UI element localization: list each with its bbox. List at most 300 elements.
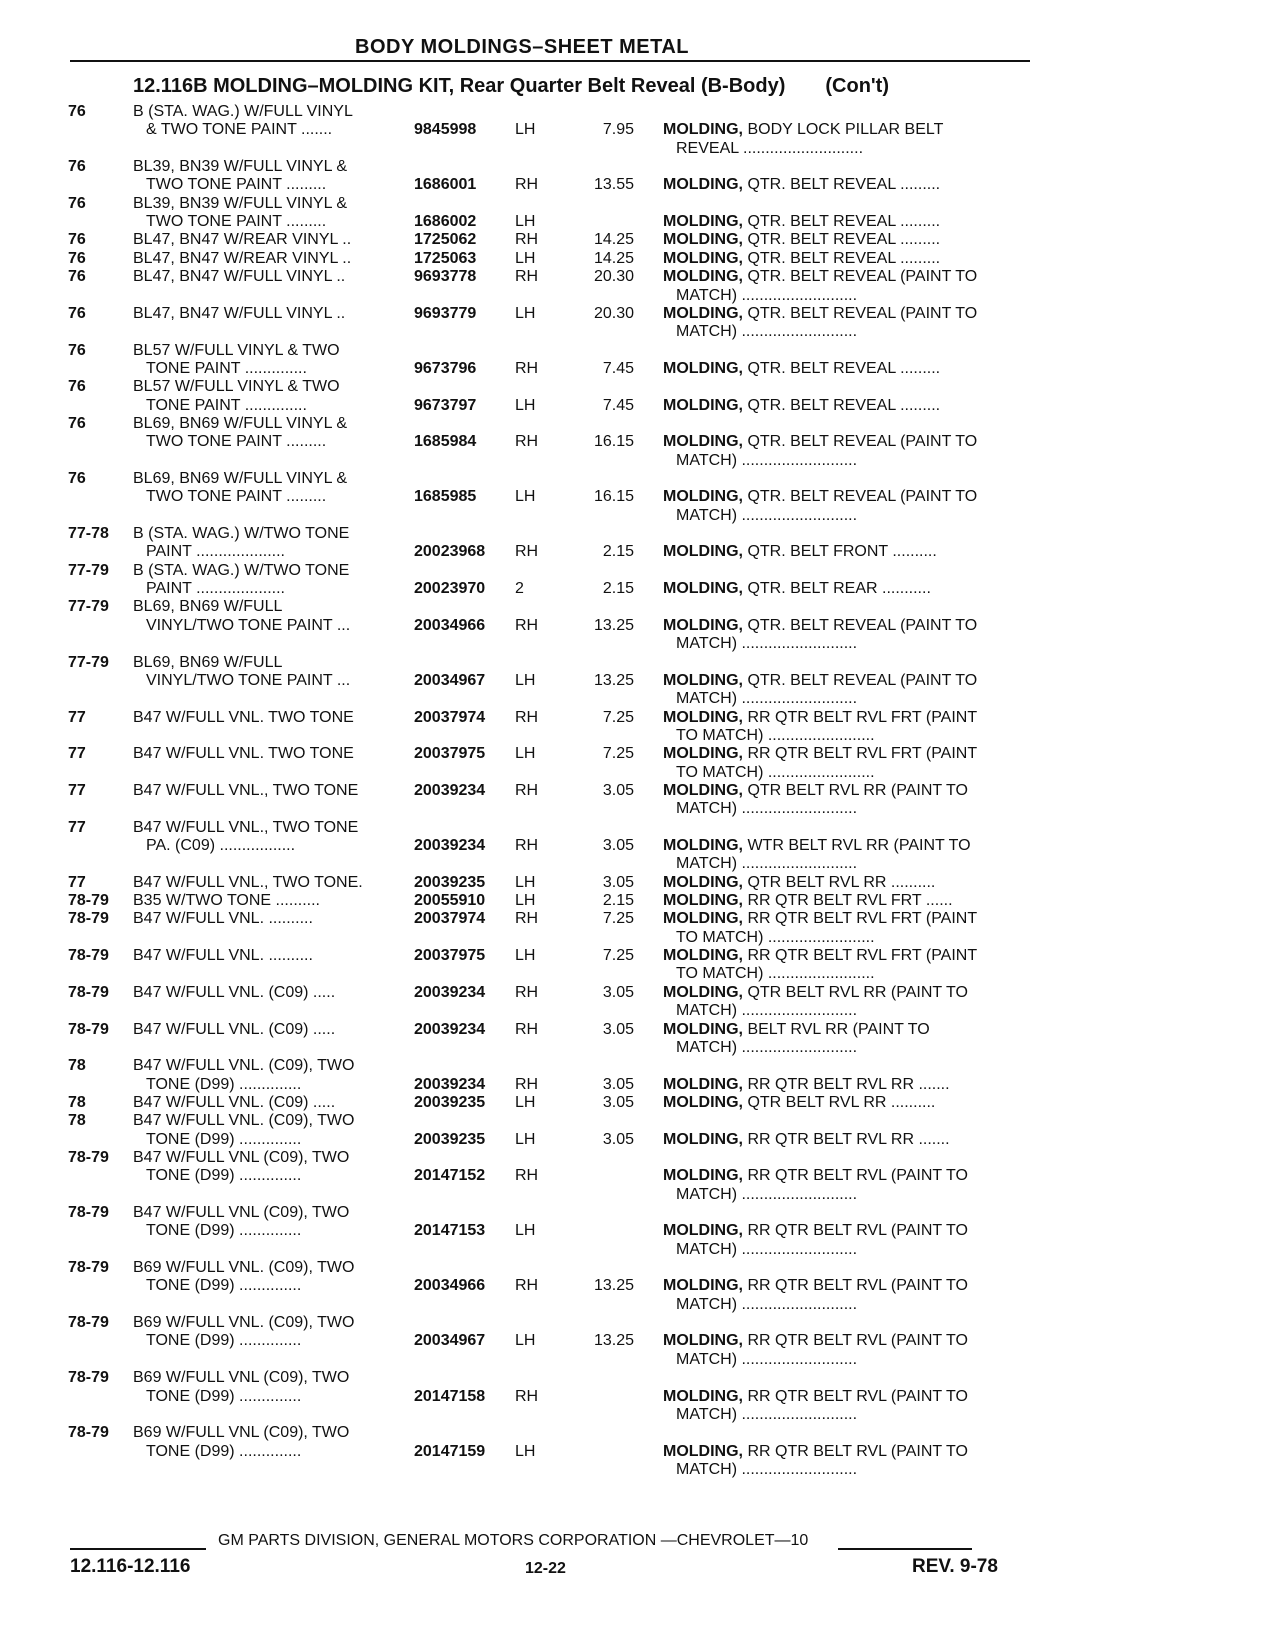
part-name-keyword: MOLDING, — [663, 433, 743, 451]
part-name-keyword: MOLDING, — [663, 543, 743, 561]
application-description: BL69, BN69 W/FULL VINYL & — [133, 414, 348, 432]
parts-row — [0, 1038, 1280, 1058]
list-price: 7.45 — [602, 396, 634, 414]
list-price: 3.05 — [602, 1130, 634, 1148]
section-title — [133, 75, 889, 98]
part-number: 20039235 — [414, 1130, 486, 1148]
parts-row — [0, 286, 1280, 306]
part-number: 20023968 — [414, 543, 486, 561]
part-name — [676, 799, 857, 819]
parts-row — [0, 524, 1280, 544]
application-description: TONE (D99) .............. — [146, 1277, 302, 1295]
parts-row — [0, 818, 1280, 838]
part-name — [676, 964, 875, 984]
model-year: 77 — [68, 873, 86, 891]
model-year: 76 — [68, 231, 86, 249]
parts-row — [0, 506, 1280, 526]
part-name — [676, 1240, 857, 1260]
part-name-keyword: MOLDING, — [663, 176, 743, 194]
part-name-detail: MATCH) .......................... — [676, 1405, 858, 1423]
parts-row — [0, 909, 1280, 929]
model-year: 78-79 — [68, 1369, 109, 1387]
part-name-detail: RR QTR BELT RVL RR ....... — [743, 1130, 950, 1148]
part-name — [663, 909, 977, 929]
model-year: 77-78 — [68, 525, 109, 543]
application-description: TONE (D99) .............. — [146, 1442, 302, 1460]
side: RH — [515, 268, 539, 286]
part-name — [676, 1405, 857, 1425]
parts-row — [0, 396, 1280, 416]
part-name-detail: MATCH) .......................... — [676, 1038, 858, 1056]
part-name-detail: RR QTR BELT RVL (PAINT TO — [743, 1332, 968, 1350]
part-name-detail: QTR. BELT REVEAL (PAINT TO — [743, 616, 978, 634]
part-name-detail: MATCH) .......................... — [676, 1240, 858, 1258]
model-year: 78 — [68, 1093, 86, 1111]
part-name-detail: MATCH) .......................... — [676, 800, 858, 818]
part-number: 20034966 — [414, 616, 486, 634]
part-name — [663, 267, 977, 287]
part-number: 20037974 — [414, 708, 486, 726]
application-description: TONE (D99) .............. — [146, 1167, 302, 1185]
part-name-keyword: MOLDING, — [663, 947, 743, 965]
side: LH — [515, 1332, 536, 1350]
part-name-keyword: MOLDING, — [663, 121, 743, 139]
part-name-keyword: MOLDING, — [663, 983, 743, 1001]
side: LH — [515, 249, 536, 267]
parts-row — [0, 854, 1280, 874]
part-name-keyword: MOLDING, — [663, 249, 743, 267]
side: LH — [515, 1222, 536, 1240]
application-description: TONE (D99) .............. — [146, 1075, 302, 1093]
parts-row — [0, 139, 1280, 159]
parts-row — [0, 726, 1280, 746]
part-name-keyword: MOLDING, — [663, 1277, 743, 1295]
parts-row — [0, 1442, 1280, 1462]
side: RH — [515, 433, 539, 451]
part-name-detail: QTR BELT RVL RR (PAINT TO — [743, 781, 968, 799]
application-description: TONE (D99) .............. — [146, 1222, 302, 1240]
part-name-detail: MATCH) .......................... — [676, 323, 858, 341]
part-number: 20037975 — [414, 745, 486, 763]
part-name-detail: TO MATCH) ........................ — [676, 763, 875, 781]
parts-row — [0, 1020, 1280, 1040]
part-name — [676, 322, 857, 342]
part-name-detail: QTR BELT RVL RR .......... — [743, 1093, 936, 1111]
application-description: B69 W/FULL VNL (C09), TWO — [133, 1369, 350, 1387]
part-name-keyword: MOLDING, — [663, 837, 743, 854]
part-name-detail: RR QTR BELT RVL FRT (PAINT — [743, 910, 978, 928]
part-name-keyword: MOLDING, — [663, 1442, 743, 1460]
application-description: B47 W/FULL VNL. .......... — [133, 910, 313, 928]
part-name-keyword: MOLDING, — [663, 892, 743, 910]
part-name — [663, 212, 940, 232]
part-name-keyword: MOLDING, — [663, 268, 743, 286]
application-description: B69 W/FULL VNL. (C09), TWO — [133, 1314, 355, 1332]
part-name-detail: QTR. BELT REVEAL ......... — [743, 249, 941, 267]
application-description: B47 W/FULL VNL. (C09) ..... — [133, 1093, 336, 1111]
side: RH — [515, 910, 539, 928]
parts-row — [0, 212, 1280, 232]
application-description: TWO TONE PAINT ......... — [146, 213, 327, 231]
part-name — [676, 928, 875, 948]
part-name-keyword: MOLDING, — [663, 1387, 743, 1405]
list-price: 3.05 — [602, 1075, 634, 1093]
part-name-keyword: MOLDING, — [663, 1020, 743, 1038]
part-name-keyword: MOLDING, — [663, 304, 743, 322]
part-name-detail: QTR. BELT REVEAL (PAINT TO — [743, 671, 978, 689]
application-description: PAINT .................... — [146, 543, 285, 561]
side: RH — [515, 983, 539, 1001]
parts-row — [0, 487, 1280, 507]
side: RH — [515, 616, 539, 634]
part-number: 9673797 — [414, 396, 477, 414]
parts-row — [0, 983, 1280, 1003]
application-description: TWO TONE PAINT ......... — [146, 433, 327, 451]
list-price: 13.25 — [593, 671, 634, 689]
part-name — [663, 781, 968, 801]
part-name-keyword: MOLDING, — [663, 1093, 743, 1111]
application-description: B47 W/FULL VNL., TWO TONE. — [133, 873, 363, 891]
list-price: 16.15 — [593, 488, 634, 506]
side: LH — [515, 488, 536, 506]
side: RH — [515, 176, 539, 194]
model-year: 76 — [68, 158, 86, 176]
part-name-keyword: MOLDING, — [663, 781, 743, 799]
parts-row — [0, 1056, 1280, 1076]
parts-row — [0, 304, 1280, 324]
part-name-detail: TO MATCH) ........................ — [676, 726, 875, 744]
part-name-keyword: MOLDING, — [663, 1167, 743, 1185]
part-name — [676, 1185, 857, 1205]
part-number: 20037974 — [414, 910, 486, 928]
part-name-detail: RR QTR BELT RVL FRT ...... — [743, 892, 953, 910]
part-name-detail: QTR. BELT REVEAL (PAINT TO — [743, 304, 978, 322]
section-title-text: 12.116B MOLDING–MOLDING KIT, Rear Quarter Belt Reveal (B-Body) — [133, 75, 786, 97]
application-description: B (STA. WAG.) W/FULL VINYL — [133, 103, 353, 120]
footer-group-range: 12.116-12.116 — [70, 1556, 191, 1577]
part-name-detail: TO MATCH) ........................ — [676, 928, 875, 946]
part-name — [676, 506, 857, 526]
part-name — [663, 396, 940, 416]
side: RH — [515, 708, 539, 726]
parts-row — [0, 799, 1280, 819]
side: RH — [515, 231, 539, 249]
page-header-title: BODY MOLDINGS–SHEET METAL — [355, 36, 690, 58]
application-description: BL47, BN47 W/FULL VINYL .. — [133, 268, 346, 286]
side: LH — [515, 1442, 536, 1460]
parts-row — [0, 341, 1280, 361]
part-name — [663, 432, 977, 452]
part-name — [676, 726, 875, 746]
part-name-detail: MATCH) .......................... — [676, 1295, 858, 1313]
part-name — [676, 1001, 857, 1021]
part-name-keyword: MOLDING, — [663, 580, 743, 598]
part-name-detail: BODY LOCK PILLAR BELT — [743, 121, 944, 139]
parts-row — [0, 1276, 1280, 1296]
parts-row — [0, 1240, 1280, 1260]
model-year: 78-79 — [68, 910, 109, 928]
parts-row — [0, 1148, 1280, 1168]
application-description: B47 W/FULL VNL. (C09), TWO — [133, 1057, 355, 1075]
part-name — [676, 1460, 857, 1480]
part-name — [676, 286, 857, 306]
part-name-detail: RR QTR BELT RVL FRT (PAINT — [743, 745, 978, 763]
side: LH — [515, 396, 536, 414]
parts-row — [0, 836, 1280, 856]
parts-row — [0, 469, 1280, 489]
part-number: 1725063 — [414, 249, 477, 267]
part-number: 20034967 — [414, 1332, 486, 1350]
model-year: 76 — [68, 249, 86, 267]
parts-row — [0, 1203, 1280, 1223]
side: LH — [515, 304, 536, 322]
part-number: 1685985 — [414, 488, 477, 506]
part-number: 20147153 — [414, 1222, 486, 1240]
list-price: 16.15 — [593, 433, 634, 451]
model-year: 78-79 — [68, 1259, 109, 1277]
side: RH — [515, 1277, 539, 1295]
part-name-detail: QTR BELT RVL RR .......... — [743, 873, 936, 891]
list-price: 20.30 — [593, 304, 634, 322]
part-number: 1686002 — [414, 213, 477, 231]
parts-row — [0, 1130, 1280, 1150]
part-name — [663, 1442, 968, 1462]
part-name-detail: TO MATCH) ........................ — [676, 965, 875, 983]
model-year: 77-79 — [68, 653, 109, 671]
side: LH — [515, 873, 536, 891]
part-name — [663, 1221, 968, 1241]
part-name — [663, 708, 977, 728]
model-year: 77-79 — [68, 561, 109, 579]
side: RH — [515, 1387, 539, 1405]
part-name — [663, 1020, 930, 1040]
part-name-detail: BELT RVL RR (PAINT TO — [743, 1020, 930, 1038]
parts-row — [0, 781, 1280, 801]
list-price: 7.45 — [602, 359, 634, 377]
list-price: 2.15 — [602, 580, 634, 598]
part-number: 9845998 — [414, 121, 477, 139]
application-description: B47 W/FULL VNL (C09), TWO — [133, 1204, 350, 1221]
parts-row — [0, 1331, 1280, 1351]
part-name-keyword: MOLDING, — [663, 671, 743, 689]
application-description: B (STA. WAG.) W/TWO TONE — [133, 525, 350, 543]
application-description: B47 W/FULL VNL. (C09) ..... — [133, 983, 336, 1001]
side: RH — [515, 543, 539, 561]
model-year: 78-79 — [68, 1204, 109, 1221]
part-name-keyword: MOLDING, — [663, 708, 743, 726]
model-year: 76 — [68, 304, 86, 322]
part-number: 20039234 — [414, 1020, 486, 1038]
parts-row — [0, 1001, 1280, 1021]
parts-row — [0, 1295, 1280, 1315]
part-name — [663, 487, 977, 507]
side: RH — [515, 1075, 539, 1093]
model-year: 76 — [68, 103, 86, 120]
part-name — [676, 1038, 857, 1058]
part-name — [663, 1093, 935, 1113]
part-name-keyword: MOLDING, — [663, 873, 743, 891]
application-description: TONE (D99) .............. — [146, 1387, 302, 1405]
model-year: 78-79 — [68, 947, 109, 965]
application-description: BL69, BN69 W/FULL — [133, 598, 283, 616]
side: LH — [515, 1093, 536, 1111]
page-header — [70, 36, 1030, 62]
application-description: BL57 W/FULL VINYL & TWO — [133, 341, 340, 359]
part-name-detail: RR QTR BELT RVL FRT (PAINT — [743, 708, 978, 726]
list-price: 3.05 — [602, 1093, 634, 1111]
application-description: & TWO TONE PAINT ....... — [146, 121, 333, 139]
application-description: B47 W/FULL VNL., TWO TONE — [133, 818, 359, 836]
footer-rule-left — [70, 1548, 206, 1550]
part-name — [663, 983, 968, 1003]
list-price: 7.25 — [602, 745, 634, 763]
part-name — [663, 671, 977, 691]
part-name-detail: MATCH) .......................... — [676, 635, 858, 653]
application-description: B69 W/FULL VNL. (C09), TWO — [133, 1259, 355, 1277]
parts-row — [0, 157, 1280, 177]
section-title-continued: (Con't) — [825, 75, 889, 97]
model-year: 76 — [68, 378, 86, 396]
application-description: BL47, BN47 W/FULL VINYL .. — [133, 304, 346, 322]
part-number: 20037975 — [414, 947, 486, 965]
application-description: B47 W/FULL VNL. .......... — [133, 947, 313, 965]
parts-row — [0, 964, 1280, 984]
application-description: B47 W/FULL VNL (C09), TWO — [133, 1148, 350, 1166]
part-name-detail: QTR. BELT REVEAL (PAINT TO — [743, 488, 978, 506]
part-name-detail: QTR. BELT REVEAL ......... — [743, 231, 941, 249]
model-year: 78-79 — [68, 1020, 109, 1038]
part-name — [663, 304, 977, 324]
application-description: TONE (D99) .............. — [146, 1130, 302, 1148]
part-number: 20039235 — [414, 1093, 486, 1111]
part-name-detail: RR QTR BELT RVL (PAINT TO — [743, 1442, 968, 1460]
part-name-keyword: MOLDING, — [663, 488, 743, 506]
model-year: 76 — [68, 414, 86, 432]
part-name — [663, 542, 937, 562]
part-name — [663, 579, 931, 599]
part-number: 20034966 — [414, 1277, 486, 1295]
application-description: B (STA. WAG.) W/TWO TONE — [133, 561, 350, 579]
part-name-detail: MATCH) .......................... — [676, 855, 858, 873]
part-name — [676, 854, 857, 874]
model-year: 76 — [68, 268, 86, 286]
part-name-detail: RR QTR BELT RVL (PAINT TO — [743, 1277, 968, 1295]
part-name-detail: MATCH) .......................... — [676, 1350, 858, 1368]
parts-row — [0, 359, 1280, 379]
part-name-keyword: MOLDING, — [663, 231, 743, 249]
model-year: 78-79 — [68, 892, 109, 910]
parts-row — [0, 230, 1280, 250]
footer-publisher: GM PARTS DIVISION, GENERAL MOTORS CORPORATION —CHEVROLET—10 — [218, 1532, 809, 1549]
model-year: 78-79 — [68, 1424, 109, 1442]
part-name-keyword: MOLDING, — [663, 616, 743, 634]
part-name — [676, 139, 863, 159]
model-year: 76 — [68, 341, 86, 359]
parts-row — [0, 1093, 1280, 1113]
part-number: 20147158 — [414, 1387, 486, 1405]
part-name — [663, 120, 943, 140]
parts-row — [0, 1387, 1280, 1407]
side: RH — [515, 837, 539, 854]
model-year: 77 — [68, 708, 86, 726]
list-price: 3.05 — [602, 873, 634, 891]
application-description: B47 W/FULL VNL. (C09) ..... — [133, 1020, 336, 1038]
list-price: 3.05 — [602, 837, 634, 854]
side: LH — [515, 892, 536, 910]
application-description: TWO TONE PAINT ......... — [146, 488, 327, 506]
part-number: 20147159 — [414, 1442, 486, 1460]
side: RH — [515, 781, 539, 799]
part-name-detail: MATCH) .......................... — [676, 1460, 858, 1478]
parts-row — [0, 708, 1280, 728]
part-name-detail: QTR. BELT REVEAL (PAINT TO — [743, 268, 978, 286]
application-description: BL47, BN47 W/REAR VINYL .. — [133, 231, 352, 249]
parts-row — [0, 377, 1280, 397]
part-number: 1725062 — [414, 231, 477, 249]
part-name — [663, 891, 953, 911]
side: LH — [515, 745, 536, 763]
side: LH — [515, 947, 536, 965]
list-price: 7.25 — [602, 947, 634, 965]
part-name — [663, 359, 940, 379]
parts-row — [0, 891, 1280, 911]
application-description: TONE PAINT .............. — [146, 359, 307, 377]
parts-row — [0, 1350, 1280, 1370]
parts-row — [0, 120, 1280, 140]
part-name-detail: QTR. BELT REVEAL ......... — [743, 396, 941, 414]
part-name — [663, 873, 935, 893]
parts-row — [0, 561, 1280, 581]
footer-rule-right — [838, 1548, 972, 1550]
parts-row — [0, 1313, 1280, 1333]
model-year: 78 — [68, 1057, 86, 1075]
parts-row — [0, 1405, 1280, 1425]
part-name-keyword: MOLDING, — [663, 1130, 743, 1148]
parts-row — [0, 616, 1280, 636]
part-name-detail: QTR. BELT REVEAL (PAINT TO — [743, 433, 978, 451]
part-name-detail: RR QTR BELT RVL (PAINT TO — [743, 1387, 968, 1405]
parts-row — [0, 873, 1280, 893]
footer-page-number: 12-22 — [525, 1560, 566, 1577]
list-price: 3.05 — [602, 983, 634, 1001]
part-name — [663, 1387, 968, 1407]
list-price: 13.55 — [593, 176, 634, 194]
part-name-detail: MATCH) .......................... — [676, 690, 858, 708]
parts-row — [0, 175, 1280, 195]
part-name-detail: WTR BELT RVL RR (PAINT TO — [743, 837, 971, 854]
side: RH — [515, 1167, 539, 1185]
application-description: PA. (C09) ................. — [146, 837, 296, 854]
part-name-detail: RR QTR BELT RVL FRT (PAINT — [743, 947, 978, 965]
part-number: 20039234 — [414, 983, 486, 1001]
parts-row — [0, 102, 1280, 122]
part-name-detail: QTR. BELT REVEAL ......... — [743, 213, 941, 231]
side: LH — [515, 1130, 536, 1148]
part-name-detail: RR QTR BELT RVL (PAINT TO — [743, 1222, 968, 1240]
part-number: 9693778 — [414, 268, 477, 286]
parts-row — [0, 1166, 1280, 1186]
model-year: 78-79 — [68, 1148, 109, 1166]
part-number: 20039234 — [414, 837, 486, 854]
side: 2 — [515, 580, 524, 598]
parts-row — [0, 1460, 1280, 1480]
list-price: 14.25 — [593, 231, 634, 249]
part-name-detail: REVEAL ........................... — [676, 139, 864, 157]
list-price: 7.25 — [602, 708, 634, 726]
application-description: TWO TONE PAINT ......... — [146, 176, 327, 194]
part-name-detail: QTR. BELT REVEAL ......... — [743, 359, 941, 377]
part-name-detail: MATCH) .......................... — [676, 1002, 858, 1020]
